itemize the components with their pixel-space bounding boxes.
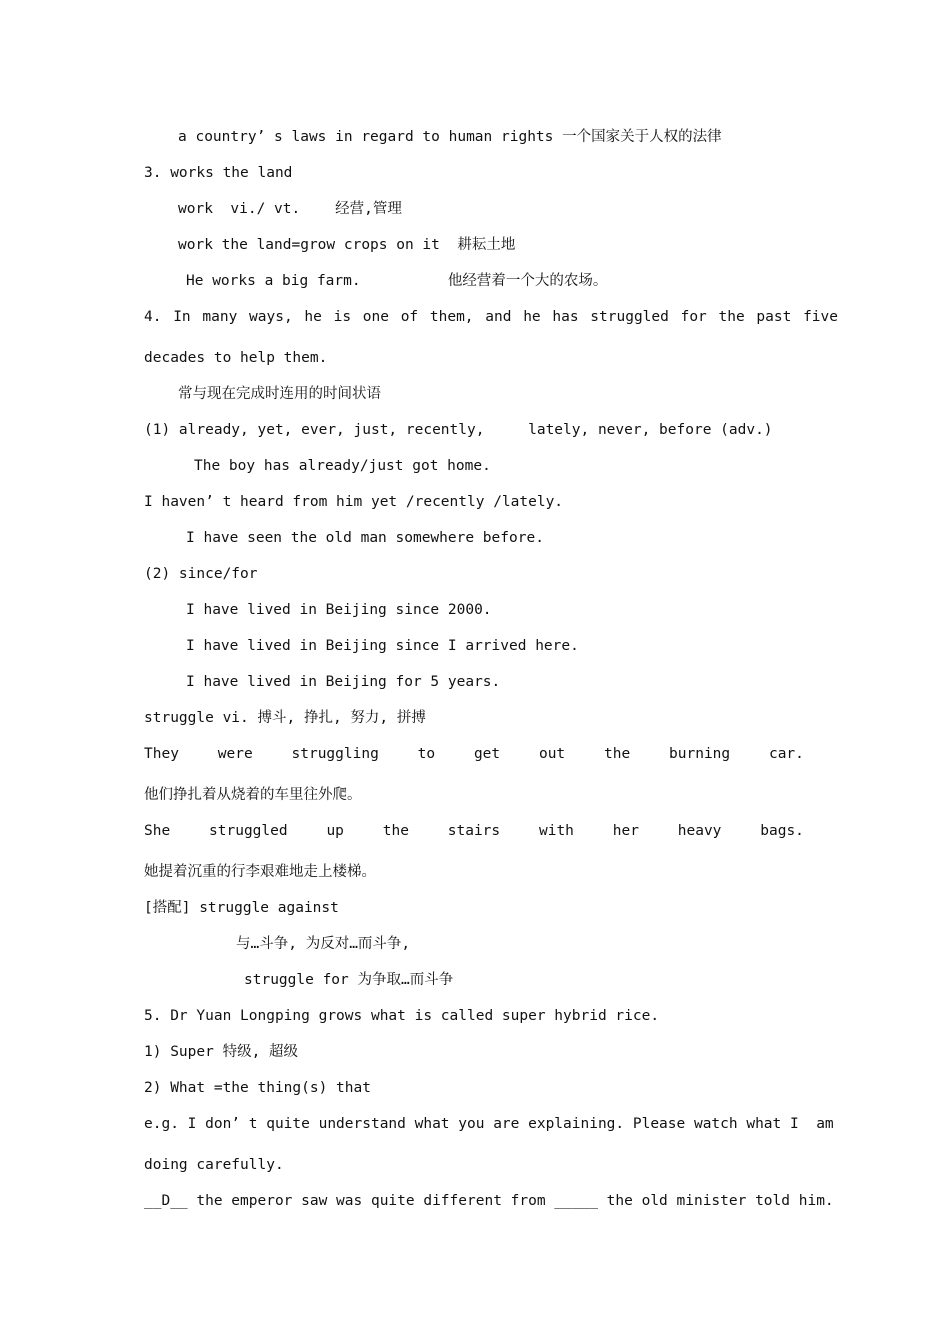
section-heading: 5. Dr Yuan Longping grows what is called super hybrid rice. bbox=[144, 1008, 660, 1024]
word: struggling bbox=[291, 746, 379, 762]
word: bags. bbox=[760, 823, 804, 839]
word: with bbox=[538, 823, 574, 839]
translation-line: 他们挣扎着从烧着的车里往外爬。 bbox=[144, 787, 362, 803]
text-line: He works a big farm. 他经营着一个大的农场。 bbox=[186, 273, 608, 289]
justified-sentence-1 bbox=[144, 744, 804, 764]
word: the bbox=[382, 823, 409, 839]
word: They bbox=[144, 746, 179, 762]
example-sentence: I have seen the old man somewhere before. bbox=[186, 530, 544, 546]
word: She bbox=[144, 823, 171, 839]
translation-line: 她提着沉重的行李艰难地走上楼梯。 bbox=[144, 864, 376, 880]
example-sentence: I have lived in Beijing since I arrived here. bbox=[186, 638, 579, 654]
word: burning bbox=[669, 746, 731, 762]
text-line: decades to help them. bbox=[144, 350, 328, 366]
vocabulary-entry: struggle vi. 搏斗, 挣扎, 努力, 拼搏 bbox=[144, 710, 426, 726]
collocation-heading: [搭配] struggle against bbox=[144, 900, 339, 916]
word: car. bbox=[768, 746, 804, 762]
example-sentence: I have lived in Beijing since 2000. bbox=[186, 602, 492, 618]
example-sentence: The boy has already/just got home. bbox=[194, 458, 491, 474]
word: get bbox=[473, 746, 501, 762]
word: up bbox=[326, 823, 344, 839]
word: the bbox=[604, 746, 631, 762]
example-sentence: I haven’ t heard from him yet /recently /lately. bbox=[144, 494, 564, 510]
text-line: 1) Super 特级, 超级 bbox=[144, 1044, 299, 1060]
text-line: (1) already, yet, ever, just, recently, lately, never, before (adv.) bbox=[144, 422, 773, 438]
text-line: work the land=grow crops on it 耕耘土地 bbox=[178, 237, 516, 253]
exercise-sentence: __D__ the emperor saw was quite different from _____ the old minister told him. bbox=[144, 1193, 834, 1209]
example-sentence: I have lived in Beijing for 5 years. bbox=[186, 674, 501, 690]
collocation-item: struggle for 为争取…而斗争 bbox=[244, 972, 454, 988]
word: were bbox=[217, 746, 253, 762]
word: to bbox=[417, 746, 436, 762]
word: her bbox=[612, 823, 639, 839]
text-line: 常与现在完成时连用的时间状语 bbox=[178, 386, 381, 402]
example-sentence: e.g. I don’ t quite understand what you are explaining. Please watch what I am bbox=[144, 1116, 834, 1132]
word: heavy bbox=[677, 823, 722, 839]
word: out bbox=[538, 746, 566, 762]
word: struggled bbox=[209, 823, 288, 839]
section-heading: 3. works the land bbox=[144, 165, 293, 181]
text-line: a country’ s laws in regard to human rights 一个国家关于人权的法律 bbox=[178, 129, 722, 145]
justified-sentence-2 bbox=[144, 821, 804, 841]
section-heading: 4. In many ways, he is one of them, and he has struggled for the past five bbox=[144, 309, 839, 325]
text-line: work vi./ vt. 经营,管理 bbox=[178, 201, 402, 217]
word: stairs bbox=[447, 823, 501, 839]
text-line: 2) What =the thing(s) that bbox=[144, 1080, 371, 1096]
collocation-meaning: 与…斗争, 为反对…而斗争, bbox=[236, 936, 411, 952]
text-line: (2) since/for bbox=[144, 566, 258, 582]
example-sentence: doing carefully. bbox=[144, 1157, 284, 1173]
